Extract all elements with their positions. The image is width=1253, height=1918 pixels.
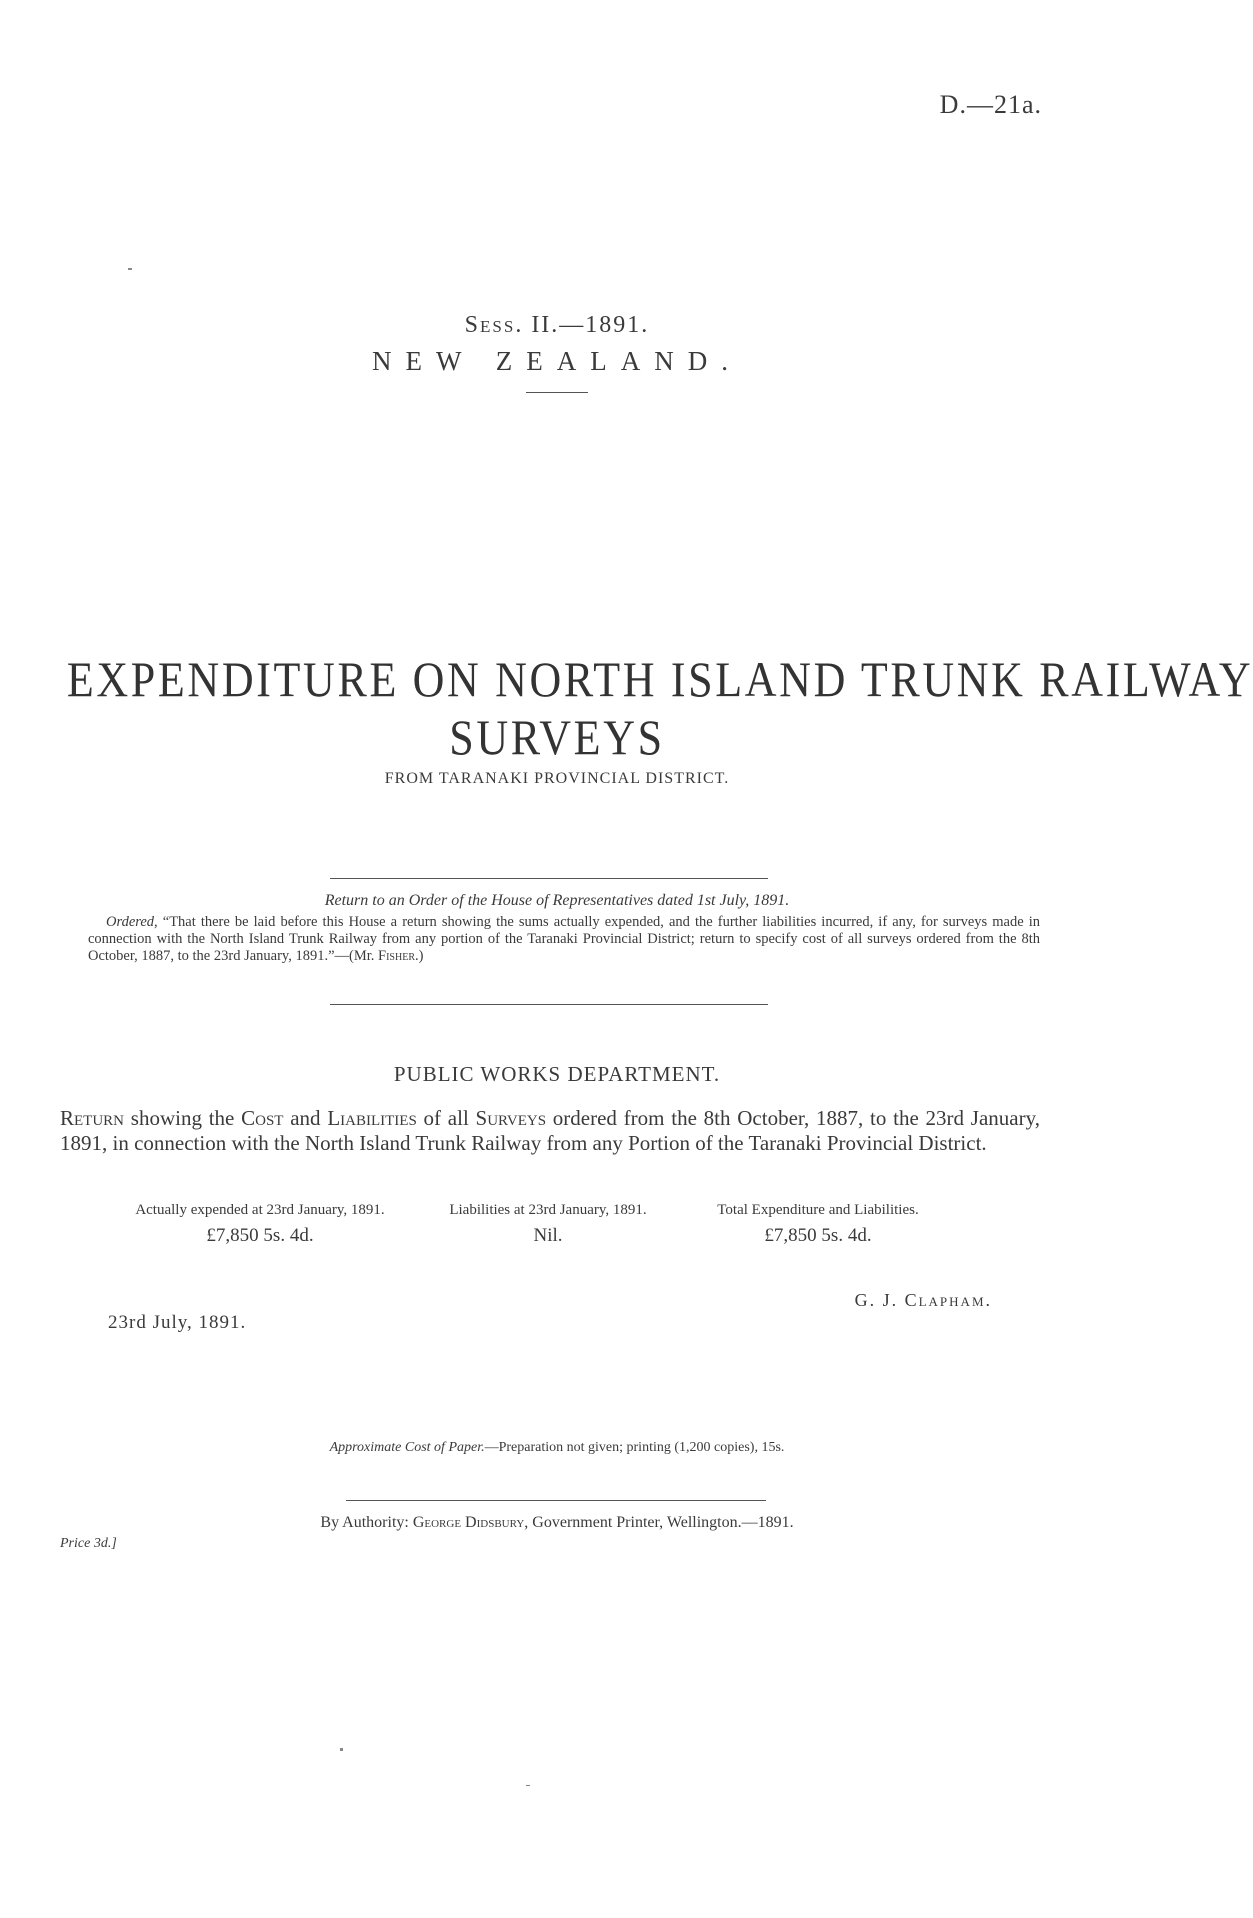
- ordered-label: Ordered,: [106, 914, 158, 930]
- price-note: Price 3d.]: [60, 1536, 117, 1551]
- document-reference: D.—21a.: [939, 90, 1042, 119]
- expended-value: £7,850 5s. 4d.: [206, 1225, 314, 1246]
- order-text: [88, 914, 1040, 965]
- return-text-2: and: [283, 1106, 328, 1130]
- printer-name: George Didsbury: [412, 1514, 525, 1531]
- signatory: G. J. Clapham.: [854, 1290, 992, 1310]
- expended-column: [130, 1202, 390, 1247]
- return-statement: [60, 1106, 1040, 1156]
- department-heading: PUBLIC WORKS DEPARTMENT.: [393, 1062, 721, 1086]
- document-title-line-2: SURVEYS: [449, 709, 665, 765]
- total-column: [688, 1202, 948, 1247]
- paper-speck: [128, 268, 132, 270]
- order-reference: Return to an Order of the House of Representatives dated 1st July, 1891.: [324, 892, 790, 909]
- header-divider: [526, 392, 588, 393]
- paper-cost-label: Approximate Cost of Paper.: [329, 1440, 485, 1455]
- liabilities-word: Liabilities: [327, 1106, 417, 1130]
- authority-prefix: By Authority:: [320, 1514, 413, 1531]
- printer-authority: [0, 1514, 1114, 1532]
- paper-speck: [526, 1785, 530, 1786]
- paper-speck: [340, 1748, 343, 1751]
- paper-cost-note: [0, 1440, 1114, 1456]
- return-text-3: of all: [416, 1106, 476, 1130]
- return-text-4: ordered from the 8th October, 1887, to the 23rd January, 1891, in connection with the North Island Trunk Railway from any Portion of the Taranaki Provincial District.: [60, 1106, 1040, 1155]
- total-heading: Total Expenditure and Liabilities.: [717, 1202, 919, 1218]
- country-heading: NEW ZEALAND.: [372, 346, 742, 376]
- ordered-member: Fisher: [378, 948, 415, 964]
- paper-cost-text: —Preparation not given; printing (1,200 copies), 15s.: [484, 1440, 785, 1455]
- liabilities-column: [418, 1202, 678, 1247]
- order-bottom-divider: [330, 1004, 768, 1005]
- return-word: Return: [60, 1106, 125, 1130]
- footer-divider: [346, 1500, 766, 1501]
- return-text-1: showing the: [124, 1106, 242, 1130]
- surveys-word: Surveys: [475, 1106, 547, 1130]
- document-title-line-1: EXPENDITURE ON NORTH ISLAND TRUNK RAILWAY: [66, 651, 1253, 707]
- document-subtitle: FROM TARANAKI PROVINCIAL DISTRICT.: [384, 770, 730, 787]
- authority-suffix: , Government Printer, Wellington.—1891.: [524, 1514, 794, 1531]
- order-top-divider: [330, 878, 768, 879]
- liabilities-heading: Liabilities at 23rd January, 1891.: [449, 1202, 647, 1218]
- ordered-close: .): [415, 948, 424, 964]
- ordered-body: “That there be laid before this House a return showing the sums actually expended, and the further liabilities incurred, if any, for surveys made in connection with the North Island Trunk Railway from any portion of the Taranaki Provincial District; return to specify cost of all surveys ordered from the 8th October, 1887, to the 23rd January, 1891.”—(Mr.: [88, 914, 1041, 964]
- expended-heading: Actually expended at 23rd January, 1891.: [135, 1202, 385, 1218]
- session-heading: Sess. II.—1891.: [464, 312, 650, 338]
- total-value: £7,850 5s. 4d.: [764, 1225, 872, 1246]
- liabilities-value: Nil.: [533, 1225, 563, 1246]
- cost-word: Cost: [241, 1106, 284, 1130]
- document-date: 23rd July, 1891.: [108, 1312, 247, 1333]
